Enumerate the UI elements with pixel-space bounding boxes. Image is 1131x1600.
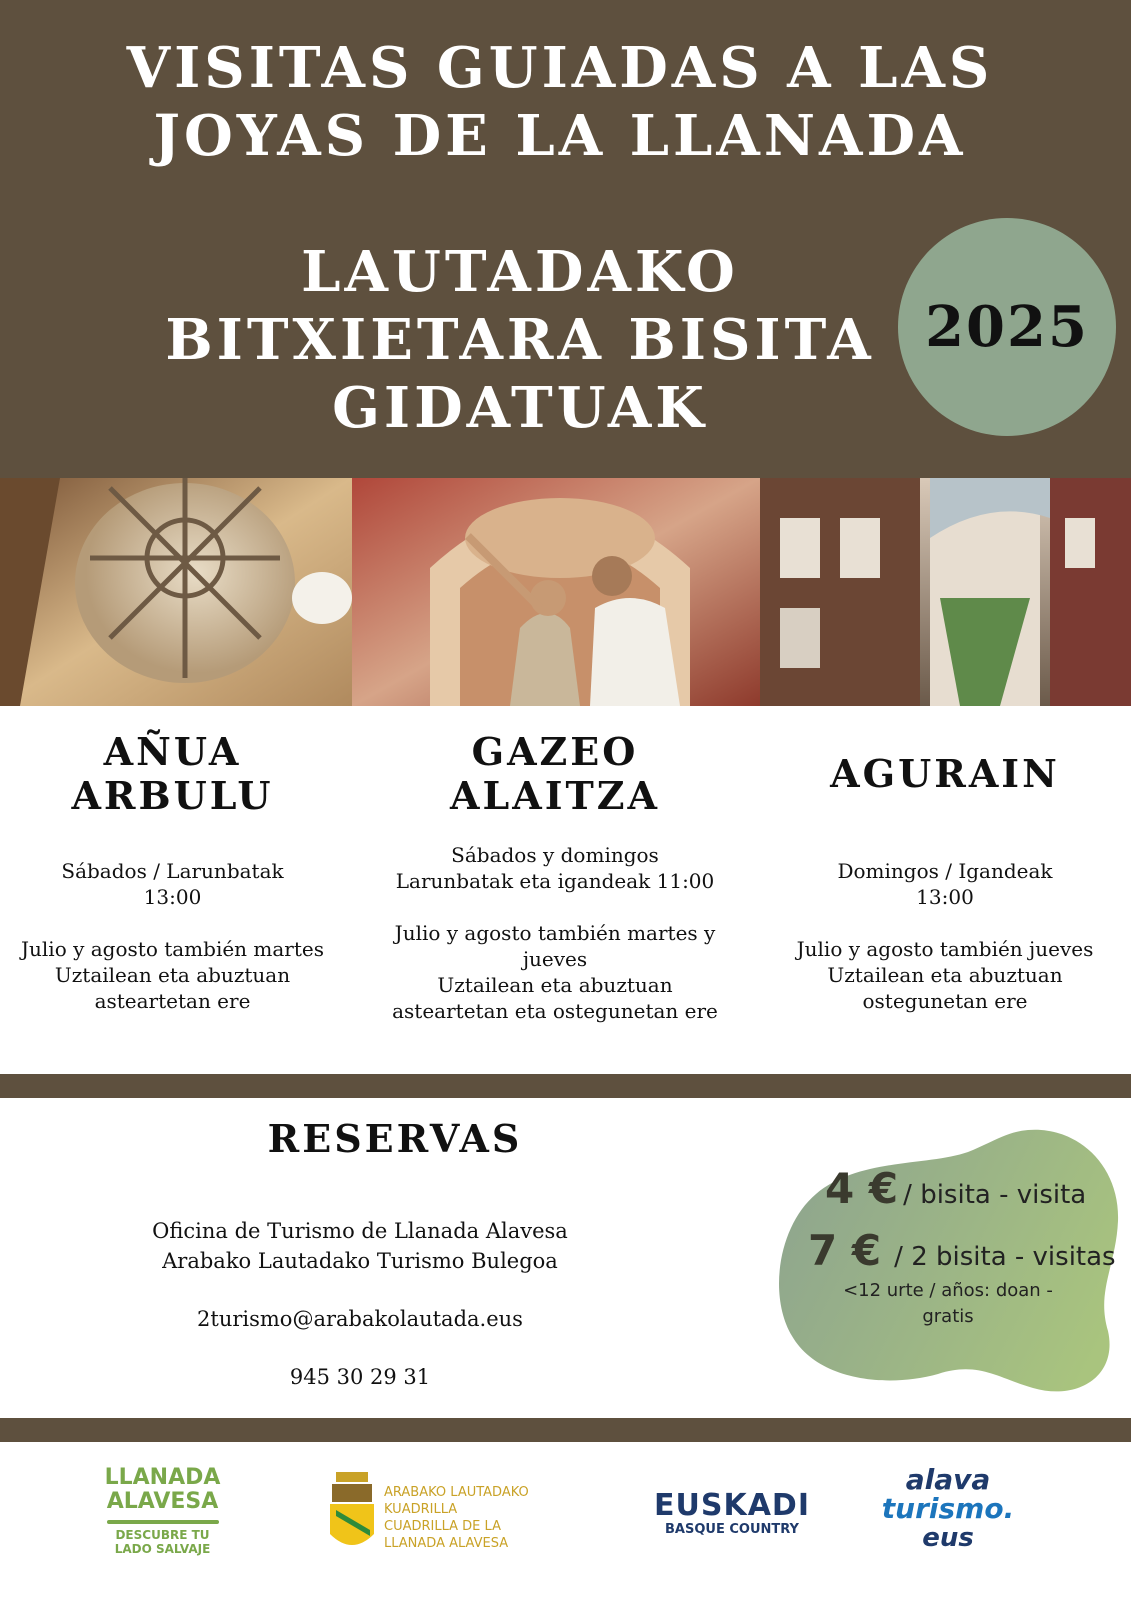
location-name: GAZEO ALAITZA bbox=[450, 729, 660, 818]
logo-alava-turismo: alava turismo. eus bbox=[881, 1463, 1015, 1553]
crest-icon bbox=[107, 1520, 219, 1524]
office-name-es: Oficina de Turismo de Llanada Alavesa bbox=[152, 1219, 568, 1243]
year-badge: 2025 bbox=[898, 218, 1116, 436]
price-double: 7 € / 2 bisita - visitas bbox=[808, 1226, 1116, 1275]
schedule-main: Sábados y domingos Larunbatak eta igandeak 11:00 bbox=[395, 843, 715, 893]
office-name-eu: Arabako Lautadako Turismo Bulegoa bbox=[162, 1249, 558, 1273]
schedule-column-agurain bbox=[780, 730, 1110, 1014]
logo-euskadi: EUSKADI BASQUE COUNTRY bbox=[654, 1488, 810, 1537]
photo-vault bbox=[0, 478, 352, 706]
price-note: <12 urte / años: doan - gratis bbox=[843, 1280, 1053, 1327]
reservas-title: RESERVAS bbox=[267, 1116, 523, 1161]
photo-strip bbox=[0, 478, 1131, 706]
schedule-main: Domingos / Igandeak 13:00 bbox=[837, 859, 1053, 909]
divider-band-top bbox=[0, 1074, 1131, 1098]
title-spanish: VISITAS GUIADAS A LAS JOYAS DE LA LLANADA bbox=[126, 35, 994, 169]
header-banner bbox=[0, 0, 1131, 478]
title-basque: LAUTADAKO BITXIETARA BISITA GIDATUAK bbox=[165, 239, 875, 441]
location-name: AGURAIN bbox=[830, 751, 1060, 796]
schedule-column-gazeo-alaitza bbox=[385, 730, 725, 1024]
logo-cuadrilla: ARABAKO LAUTADAKO KUADRILLA CUADRILLA DE LA LLANADA ALAVESA bbox=[326, 1470, 556, 1560]
schedule-extra: Julio y agosto también jueves Uztailean eta abuztuan ostegunetan ere bbox=[796, 937, 1094, 1013]
divider-band-bottom bbox=[0, 1418, 1131, 1442]
logo-llanada-alavesa: LLANADA ALAVESA DESCUBRE TU LADO SALVAJE bbox=[104, 1465, 221, 1556]
photo-street bbox=[760, 478, 1131, 706]
schedule-extra: Julio y agosto también martes y jueves Uztailean eta abuztuan asteartetan eta ostegunetan ere bbox=[392, 921, 718, 1023]
schedule-main: Sábados / Larunbatak 13:00 bbox=[61, 859, 284, 909]
schedule-extra: Julio y agosto también martes Uztailean eta abuztuan asteartetan ere bbox=[21, 937, 324, 1013]
shield-icon bbox=[326, 1470, 378, 1556]
price-single: 4 € / bisita - visita bbox=[825, 1164, 1087, 1213]
schedule-column-anua-arbulu bbox=[10, 730, 335, 1014]
email-link[interactable]: 2turismo@arabakolautada.eus bbox=[197, 1307, 523, 1331]
photo-couple bbox=[352, 478, 760, 706]
location-name: AÑUA ARBULU bbox=[71, 729, 274, 818]
phone-number[interactable]: 945 30 29 31 bbox=[289, 1365, 431, 1389]
